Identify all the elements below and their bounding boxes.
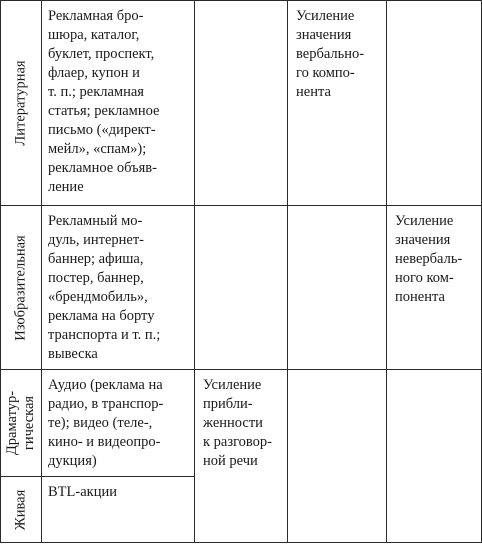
effect-cell-empty xyxy=(195,206,288,370)
category-cell-literary xyxy=(1,1,42,206)
table-row-literary xyxy=(1,1,482,206)
category-cell-visual xyxy=(1,206,42,370)
category-label: Драматур- гическая xyxy=(4,390,37,456)
media-cell-literary: Рекламная бро- шюра, каталог, буклет, проспект, флаер, купон и т. п.; рекламная статья; рекламное письмо («директ- мейл», «спам»); рекламное объяв- ление xyxy=(42,1,195,206)
category-label: Изобразительная xyxy=(12,234,29,341)
effect-cell-empty xyxy=(195,1,288,206)
effect-cell-empty xyxy=(288,206,387,370)
media-cell-live: BTL-акции xyxy=(42,477,195,543)
effect-cell-empty xyxy=(387,1,482,206)
effect-cell-nonverbal: Усиление значения невербаль- ного ком- понента xyxy=(387,206,482,370)
category-label: Живая xyxy=(12,489,29,530)
category-cell-dramatic xyxy=(1,370,42,477)
effect-cell-empty xyxy=(387,370,482,543)
effect-cell-colloquial: Усиление прибли- женности к разговор- ной речи xyxy=(195,370,288,543)
table-row-dramatic xyxy=(1,370,482,477)
category-label: Литературная xyxy=(12,60,29,146)
media-cell-dramatic: Аудио (реклама на радио, в транспор- те); видео (теле-, кино- и видеопро- дукция) xyxy=(42,370,195,477)
category-cell-live xyxy=(1,477,42,543)
table-row-visual xyxy=(1,206,482,370)
media-cell-visual: Рекламный мо- дуль, интернет- баннер; афиша, постер, баннер, «брендмобиль», реклама на борту транспорта и т. п.; вывеска xyxy=(42,206,195,370)
effect-cell-empty xyxy=(288,370,387,543)
effect-cell-verbal: Усиление значения вербально- го компо- нента xyxy=(288,1,387,206)
